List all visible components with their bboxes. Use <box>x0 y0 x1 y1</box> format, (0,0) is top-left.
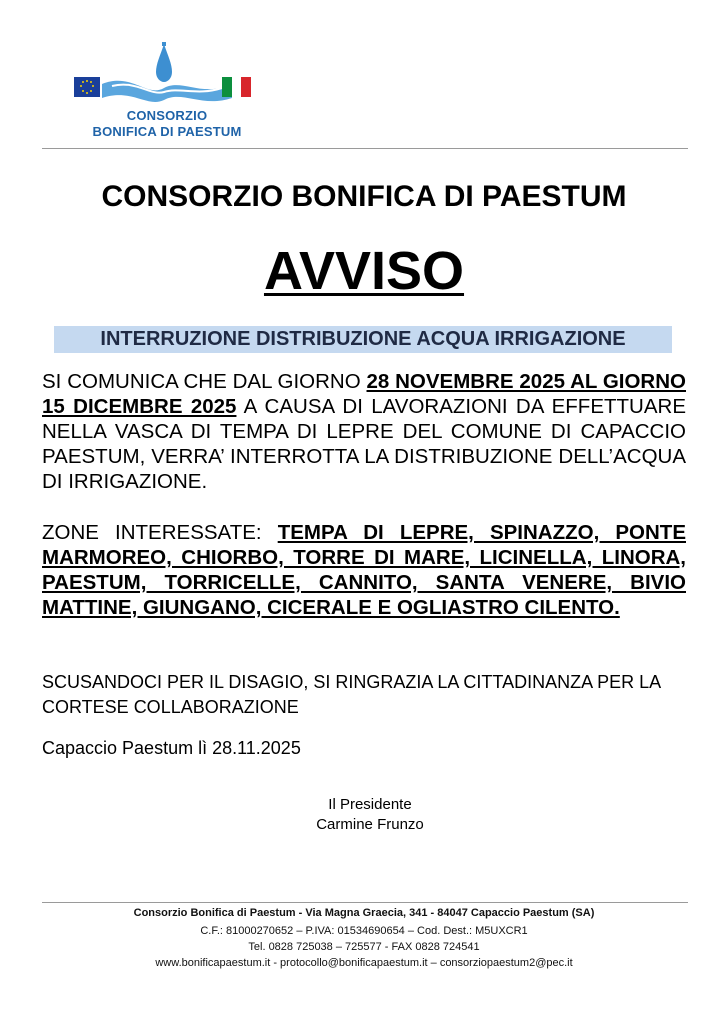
interruption-dates: 28 NOVEMBRE 2025 AL GIORNO 15 DICEMBRE 2025 <box>42 370 686 418</box>
footer-web-email: www.bonificapaestum.it - protocollo@bonificapaestum.it – consorziopaestum2@pec.it <box>155 957 573 969</box>
logo-graphic <box>72 42 262 108</box>
place-date: Capaccio Paestum lì 28.11.2025 <box>42 738 301 758</box>
footer-divider <box>42 902 688 903</box>
closing-paragraph: SCUSANDOCI PER IL DISAGIO, SI RINGRAZIA LA CITTADINANZA PER LA CORTESE COLLABORAZIONE <box>42 672 661 717</box>
notice-subtitle: INTERRUZIONE DISTRIBUZIONE ACQUA IRRIGAZIONE <box>54 326 672 353</box>
logo-text-line2: BONIFICA DI PAESTUM <box>92 124 242 139</box>
zones-list: TEMPA DI LEPRE, SPINAZZO, PONTE MARMOREO, CHIORBO, TORRE DI MARE, LICINELLA, LINORA, PAESTUM, TORRICELLE, CANNITO, SANTA VENERE, BIVIO MATTINE, GIUNGANO, CICERALE E OGLIASTRO CILENTO. <box>42 521 686 619</box>
footer-address: Consorzio Bonifica di Paestum - Via Magna Graecia, 341 - 84047 Capaccio Paestum (SA) <box>133 907 595 919</box>
signature-name: Carmine Frunzo <box>316 816 424 833</box>
zones-paragraph <box>42 520 686 620</box>
organization-title: CONSORZIO BONIFICA DI PAESTUM <box>101 180 627 213</box>
announcement-paragraph <box>42 369 686 494</box>
zones-label: ZONE INTERESSATE: <box>42 521 278 544</box>
consorzio-logo <box>72 42 262 142</box>
logo-text-line1: CONSORZIO <box>126 108 208 123</box>
announcement-prefix: SI COMUNICA CHE DAL GIORNO <box>42 370 367 393</box>
header-divider <box>42 148 688 149</box>
italy-flag-icon <box>222 77 251 97</box>
water-drop-icon <box>156 44 172 82</box>
signature-role: Il Presidente <box>328 796 412 813</box>
notice-title: AVVISO <box>263 241 465 301</box>
footer-tax-codes: C.F.: 81000270652 – P.IVA: 01534690654 – Cod. Dest.: M5UXCR1 <box>200 925 528 937</box>
announcement-suffix: A CAUSA DI LAVORAZIONI DA EFFETTUARE NELLA VASCA DI TEMPA DI LEPRE DEL COMUNE DI CAPACCIO PAESTUM, VERRA’ INTERROTTA LA DISTRIBUZIONE DELL’ACQUA DI IRRIGAZIONE. <box>42 395 687 493</box>
footer-phone: Tel. 0828 725038 – 725577 - FAX 0828 724541 <box>248 941 480 953</box>
